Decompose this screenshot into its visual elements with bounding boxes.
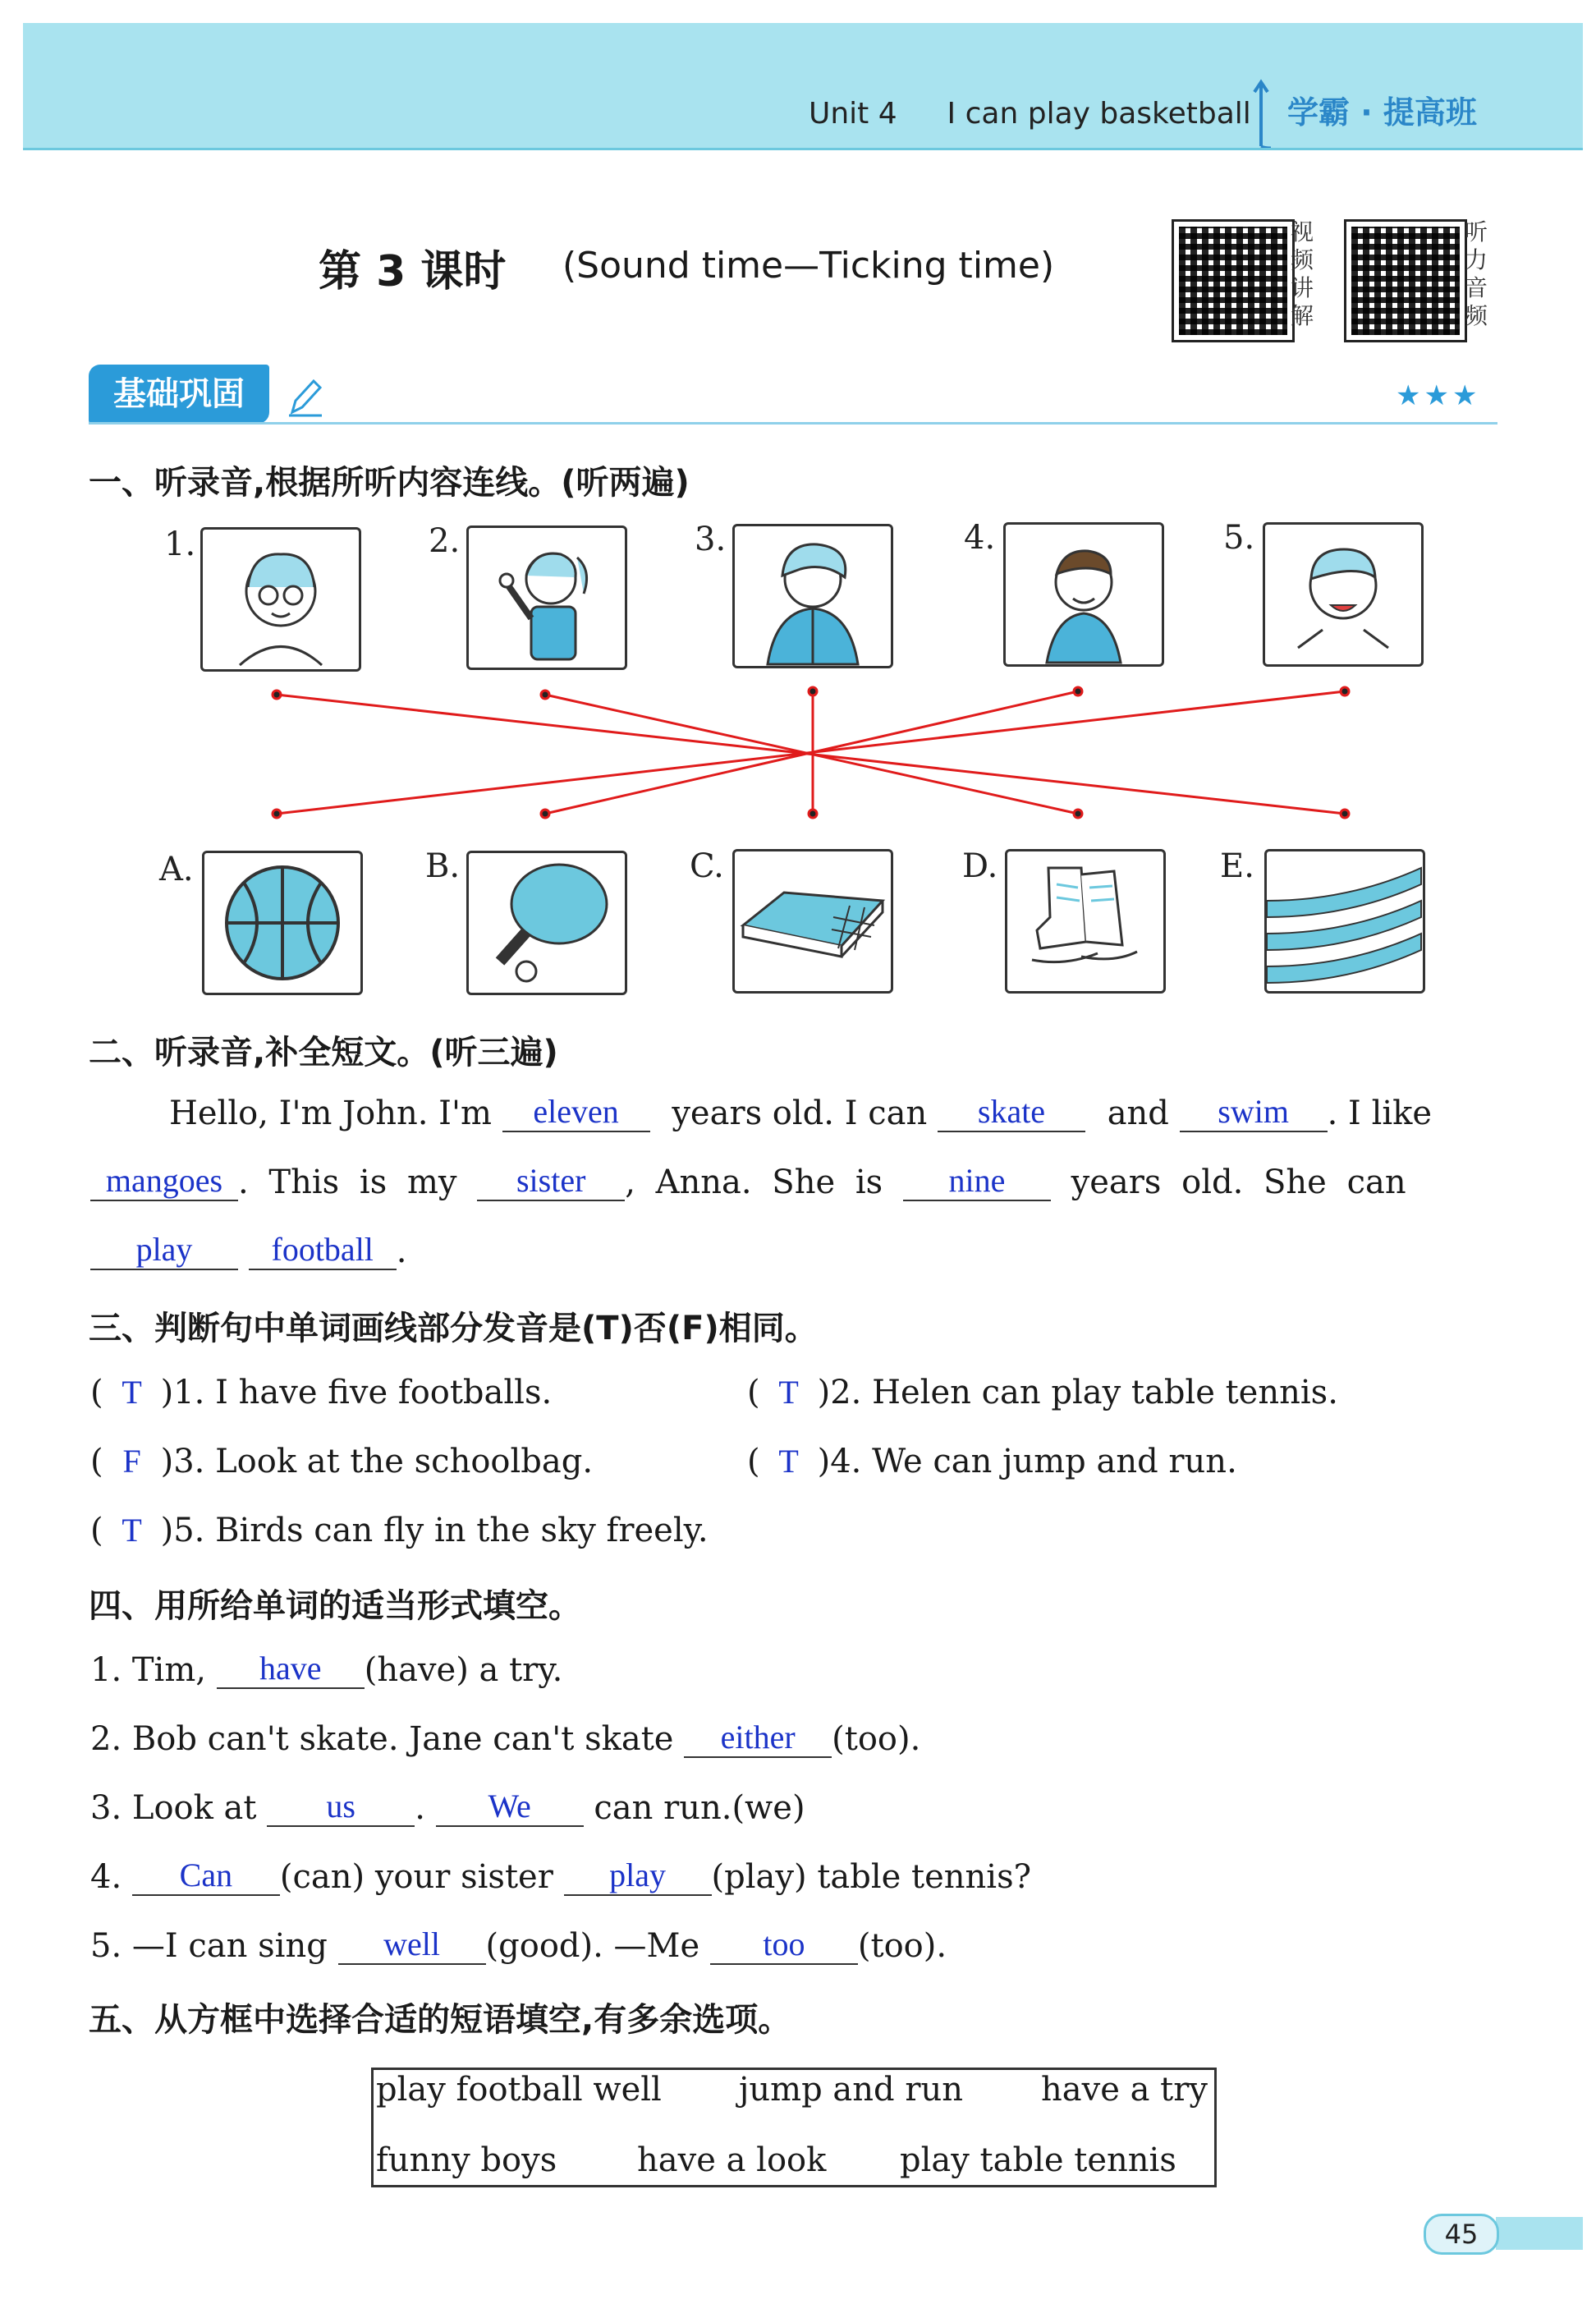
unit-title: I can play basketball — [947, 97, 1251, 131]
boy-smiling-icon — [1006, 525, 1162, 664]
q4-blank-1[interactable]: have — [217, 1649, 365, 1689]
q3-item-5: ( T )5. Birds can fly in the sky freely. — [90, 1512, 709, 1549]
section-badge: 基础巩固 — [89, 365, 269, 424]
q3-answer-5[interactable]: T — [122, 1512, 142, 1549]
q2-blank-2[interactable]: skate — [938, 1092, 1085, 1132]
q4-text: (too). — [857, 1927, 947, 1965]
q3-answer-2[interactable]: T — [778, 1374, 799, 1411]
qr-audio-label: 听力音频 — [1465, 218, 1488, 329]
q4-text: 5. —I can sing — [90, 1927, 328, 1965]
picture-track — [1264, 849, 1425, 994]
q5-title: 五、从方框中选择合适的短语填空,有多余选项。 — [89, 2001, 791, 2039]
lesson-title: 第 3 课时 — [319, 247, 507, 296]
dot-top-2 — [541, 691, 549, 699]
picture-girl-glasses — [200, 527, 361, 672]
q4-text: can run.(we) — [594, 1789, 805, 1827]
q2-line-2 — [90, 1161, 1406, 1201]
q2-blank-6[interactable]: nine — [903, 1161, 1051, 1201]
q4-text: 2. Bob can't skate. Jane can't skate — [90, 1720, 674, 1758]
basketball-icon — [204, 853, 360, 993]
q4-blank-3[interactable]: us — [267, 1787, 415, 1827]
q2-blank-4[interactable]: mangoes — [90, 1161, 238, 1201]
difficulty-stars: ★★★ — [1396, 379, 1481, 412]
q3-title: 三、判断句中单词画线部分发音是(T)否(F)相同。 — [89, 1310, 818, 1347]
ping-pong-paddle-icon — [469, 853, 625, 993]
q4-text: (too). — [832, 1720, 921, 1758]
top-number-3: 3. — [695, 521, 727, 558]
q4-blank-8[interactable]: too — [710, 1925, 858, 1965]
phrase-option-4: funny boys — [376, 2141, 557, 2179]
q4-blank-5[interactable]: Can — [132, 1856, 280, 1896]
q2-text: years old. She can — [1071, 1163, 1406, 1201]
q3-sentence-3: Look at the schoolbag. — [215, 1443, 594, 1480]
q4-text: 1. Tim, — [90, 1651, 206, 1689]
top-number-1: 1. — [164, 526, 196, 563]
q4-text: (play) table tennis? — [711, 1858, 1032, 1896]
picture-boy-smiling — [1003, 522, 1164, 667]
girl-glasses-icon — [203, 530, 359, 669]
picture-paddle — [466, 851, 627, 995]
q2-blank-8[interactable]: football — [249, 1230, 397, 1270]
bottom-letter-E: E. — [1220, 847, 1254, 885]
q4-line-5 — [90, 1925, 947, 1965]
top-number-4: 4. — [964, 519, 996, 557]
page-number: 45 — [1424, 2214, 1499, 2255]
q1-title: 一、听录音,根据所听内容连线。(听两遍) — [89, 464, 690, 502]
q3-sentence-2: Helen can play table tennis. — [872, 1374, 1338, 1411]
qr-video-label: 视频讲解 — [1291, 218, 1314, 329]
q2-text: Hello, I'm John. I'm — [169, 1095, 492, 1132]
q3-number-1: )1. — [160, 1374, 205, 1411]
q3-item-3: ( F )3. Look at the schoolbag. — [90, 1443, 594, 1480]
phrase-option-6: play table tennis — [900, 2141, 1176, 2179]
q4-blank-4[interactable]: We — [436, 1787, 584, 1827]
q3-item-4: ( T )4. We can jump and run. — [747, 1443, 1237, 1480]
dot-bottom-A — [273, 810, 281, 818]
q4-text: 3. Look at — [90, 1789, 257, 1827]
q4-line-2 — [90, 1718, 920, 1758]
q4-blank-7[interactable]: well — [338, 1925, 486, 1965]
q4-blank-6[interactable]: play — [564, 1856, 712, 1896]
section-divider — [89, 422, 1497, 425]
q2-text: . This is my — [238, 1163, 457, 1201]
picture-basketball — [202, 851, 363, 995]
picture-boy-cheerful — [1263, 522, 1424, 667]
q3-item-2: ( T )2. Helen can play table tennis. — [747, 1374, 1338, 1411]
pencil-icon — [287, 376, 323, 417]
dot-top-4 — [1074, 687, 1082, 695]
lesson-subtitle: (Sound time—Ticking time) — [562, 245, 1055, 287]
dot-bottom-C — [809, 810, 817, 818]
dot-bottom-D — [1074, 810, 1082, 818]
q3-number-2: )2. — [817, 1374, 862, 1411]
q3-answer-1[interactable]: T — [122, 1374, 142, 1411]
phrase-option-5: have a look — [637, 2141, 827, 2179]
boy-cheerful-icon — [1265, 525, 1421, 664]
bottom-letter-B: B. — [425, 847, 461, 885]
q3-sentence-4: We can jump and run. — [872, 1443, 1237, 1480]
dot-top-3 — [809, 687, 817, 695]
q3-number-3: )3. — [160, 1443, 205, 1480]
picture-girl-waving — [466, 526, 627, 670]
q2-text: . — [396, 1232, 407, 1270]
page-band — [1496, 2217, 1583, 2250]
q3-sentence-1: I have five footballs. — [215, 1374, 553, 1411]
boy-coat-icon — [735, 526, 891, 666]
dot-top-5 — [1341, 687, 1349, 695]
q2-line-1 — [169, 1092, 1432, 1132]
bottom-letter-A: A. — [159, 851, 194, 888]
bottom-letter-D: D. — [962, 847, 998, 885]
dot-bottom-E — [1341, 810, 1349, 818]
q3-item-1: ( T )1. I have five footballs. — [90, 1374, 553, 1411]
q2-blank-1[interactable]: eleven — [502, 1092, 650, 1132]
q2-blank-7[interactable]: play — [90, 1230, 238, 1270]
phrase-option-2: jump and run — [739, 2071, 963, 2109]
q2-text: years old. I can — [672, 1095, 928, 1132]
q3-sentence-5: Birds can fly in the sky freely. — [215, 1512, 709, 1549]
dot-top-1 — [273, 691, 281, 699]
qr-code-audio[interactable] — [1346, 222, 1465, 340]
picture-boy-coat — [732, 524, 893, 668]
top-number-2: 2. — [429, 522, 461, 560]
dot-bottom-B — [541, 810, 549, 818]
matching-lines — [246, 673, 1396, 821]
q3-answer-3[interactable]: F — [122, 1443, 141, 1480]
q4-text: (can) your sister — [279, 1858, 553, 1896]
q4-text: (good). —Me — [485, 1927, 700, 1965]
brand-logo: 学霸 · 提高班 — [1287, 94, 1477, 131]
q3-answer-4[interactable]: T — [778, 1443, 799, 1480]
swimming-pool-icon — [735, 851, 891, 991]
q4-line-1 — [90, 1649, 562, 1689]
q2-text: . I like — [1327, 1095, 1433, 1132]
phrase-option-3: have a try — [1041, 2071, 1208, 2109]
qr-code-video[interactable] — [1174, 222, 1292, 340]
q4-text: . — [415, 1789, 425, 1827]
picture-pool — [732, 849, 893, 994]
picture-skates — [1005, 849, 1166, 994]
q2-text: and — [1107, 1095, 1169, 1132]
bottom-letter-C: C. — [690, 847, 724, 885]
running-track-icon — [1267, 851, 1423, 991]
q4-text: (have) a try. — [364, 1651, 563, 1689]
q4-title: 四、用所给单词的适当形式填空。 — [89, 1587, 581, 1625]
q2-blank-3[interactable]: swim — [1180, 1092, 1328, 1132]
ice-skates-icon — [1007, 851, 1163, 991]
q4-text: 4. — [90, 1858, 122, 1896]
unit-heading — [809, 97, 1251, 131]
unit-number: Unit 4 — [809, 97, 897, 131]
top-number-5: 5. — [1223, 519, 1255, 557]
girl-waving-icon — [469, 528, 625, 668]
q2-title: 二、听录音,补全短文。(听三遍) — [89, 1034, 558, 1072]
q4-line-3 — [90, 1787, 805, 1827]
phrase-option-1: play football well — [376, 2071, 662, 2109]
q2-text: , Anna. She is — [625, 1163, 883, 1201]
q4-line-4 — [90, 1856, 1031, 1896]
arrow-up-icon — [1250, 79, 1273, 148]
q4-blank-2[interactable]: either — [684, 1718, 832, 1758]
q3-number-4: )4. — [817, 1443, 862, 1480]
q2-line-3 — [90, 1230, 406, 1270]
q3-number-5: )5. — [160, 1512, 205, 1549]
q2-blank-5[interactable]: sister — [477, 1161, 625, 1201]
